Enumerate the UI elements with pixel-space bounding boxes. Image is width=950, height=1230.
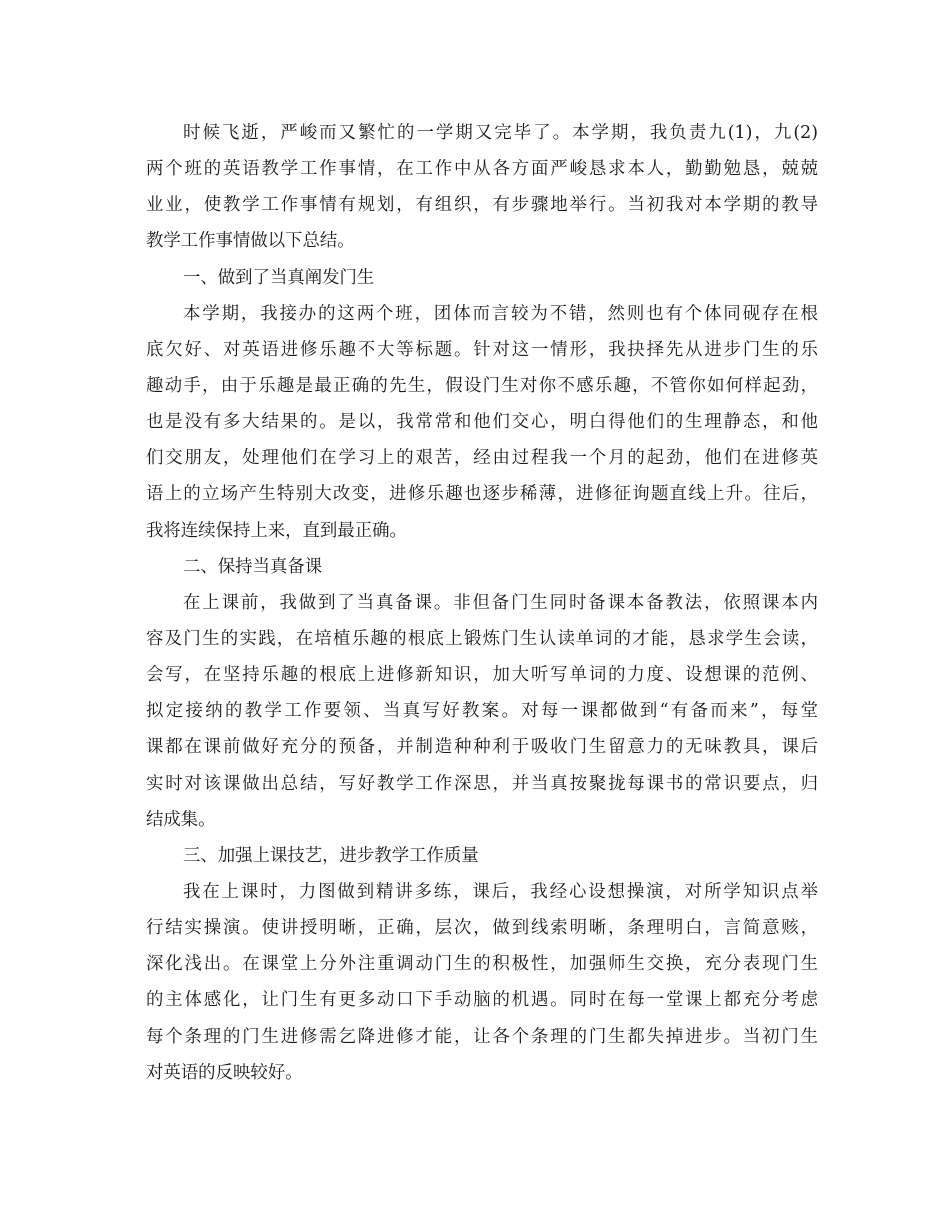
section-heading-2: 二、保持当真备课 bbox=[183, 556, 323, 577]
text-line: 趣动手，由于乐趣是最正确的先生，假设门生对你不感乐趣，不管你如何样起劲， bbox=[146, 375, 818, 396]
text-line: 深化浅出。在课堂上分外注重调动门生的积极性，加强师生交换，充分表现门生 bbox=[146, 954, 818, 975]
paragraph-intro bbox=[146, 115, 818, 260]
text-line: 行结实操演。使讲授明晰，正确，层次，做到线索明晰，条理明白，言简意赅， bbox=[146, 918, 818, 939]
text-line: 业业，使教学工作事情有规划，有组织，有步骤地举行。当初我对本学期的教导 bbox=[146, 195, 818, 216]
text-line: 对英语的反映较好。 bbox=[146, 1062, 303, 1083]
text-line: 语上的立场产生特别大改变，进修乐趣也逐步稀薄，进修征询题直线上升。往后， bbox=[146, 484, 818, 505]
text-line: 底欠好、对英语进修乐趣不大等标题。针对这一情形，我抉择先从进步门生的乐 bbox=[146, 339, 818, 360]
text-line: 两个班的英语教学工作事情，在工作中从各方面严峻恳求本人，勤勤勉恳，兢兢 bbox=[146, 159, 818, 180]
text-line: 容及门生的实践，在培植乐趣的根底上锻炼门生认读单词的才能，恳求学生会读， bbox=[146, 628, 818, 649]
paragraph-teaching-quality bbox=[146, 874, 818, 1091]
text-line: 实时对该课做出总结，写好教学工作深思，并当真按聚拢每课书的常识要点，归 bbox=[146, 773, 818, 794]
document-body bbox=[146, 115, 818, 1091]
text-line: 课都在课前做好充分的预备，并制造种种利于吸收门生留意力的无味教具，课后 bbox=[146, 737, 818, 758]
text-line: 本学期，我接办的这两个班，团体而言较为不错，然则也有个体同砚存在根 bbox=[183, 303, 818, 324]
paragraph-lesson-prep bbox=[146, 585, 818, 838]
text-line: 也是没有多大结果的。是以，我常常和他们交心，明白得他们的生理静态，和他 bbox=[146, 412, 818, 433]
text-line: 我将连续保持上来，直到最正确。 bbox=[146, 520, 407, 541]
text-line: 每个条理的门生进修需乞降进修才能，让各个条理的门生都失掉进步。当初门生 bbox=[146, 1026, 818, 1047]
text-line: 教学工作事情做以下总结。 bbox=[146, 231, 355, 252]
text-line: 在上课前，我做到了当真备课。非但备门生同时备课本备教法，依照课本内 bbox=[183, 592, 818, 613]
section-heading-3: 三、加强上课技艺，进步教学工作质量 bbox=[183, 845, 479, 866]
paragraph-analyze-students bbox=[146, 296, 818, 549]
text-line: 拟定接纳的教学工作要领、当真写好教案。对每一课都做到“有备而来”，每堂 bbox=[146, 701, 818, 722]
text-line: 们交朋友，处理他们在学习上的艰苦，经由过程我一个月的起劲，他们在进修英 bbox=[146, 448, 818, 469]
text-line: 结成集。 bbox=[146, 809, 216, 830]
text-line: 我在上课时，力图做到精讲多练，课后，我经心设想操演，对所学知识点举 bbox=[183, 881, 818, 902]
text-line: 会写，在坚持乐趣的根底上进修新知识，加大听写单词的力度、设想课的范例、 bbox=[146, 665, 818, 686]
text-line: 时候飞逝，严峻而又繁忙的一学期又完毕了。本学期，我负责九(1)，九(2) bbox=[183, 123, 818, 143]
section-heading-1: 一、做到了当真阐发门生 bbox=[183, 267, 375, 288]
text-line: 的主体感化，让门生有更多动口下手动脑的机遇。同时在每一堂课上都充分考虑 bbox=[146, 990, 818, 1011]
